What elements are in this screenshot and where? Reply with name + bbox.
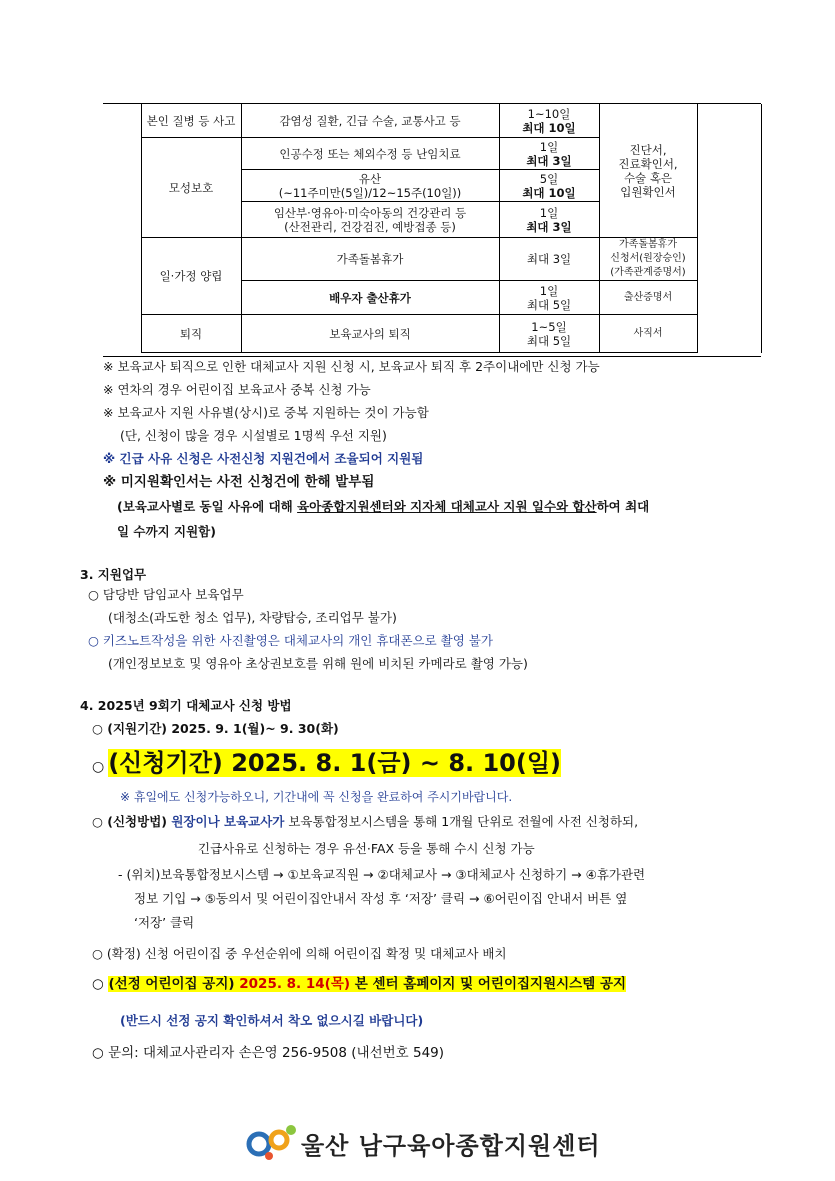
section-4-title: 4. 2025년 9회기 대체교사 신청 방법 xyxy=(80,698,292,713)
table-row xyxy=(103,238,761,281)
days-cell: 1일 최대 3일 xyxy=(499,138,599,170)
reason-cell: 배우자 출산휴가 xyxy=(241,281,499,315)
selection-notice: ○ (선정 어린이집 공지) 2025. 8. 14(목) 본 센터 홈페이지 및 어린이집지원시스템 공지 xyxy=(92,976,627,992)
apply-method: ○ (신청방법) 원장이나 보육교사가 보육통합정보시스템을 통해 1개월 단위로 전월에 사전 신청하되, xyxy=(92,814,639,829)
note-unsupported: ※ 미지원확인서는 사전 신청건에 한해 발부됨 xyxy=(103,474,375,490)
duty-exclusions: (대청소(과도한 청소 업무), 차량탑승, 조리업무 불가) xyxy=(108,610,397,625)
duty-photo-note: (개인정보보호 및 영유아 초상권보호를 위해 원에 비치된 카메라로 촬영 가능) xyxy=(108,656,528,671)
apply-period: ○ (신청기간) 2025. 8. 1(금) ~ 8. 10(일) xyxy=(92,749,562,777)
table-row xyxy=(103,104,761,138)
apply-location-2: 정보 기입 → ⑤동의서 및 어린이집안내서 작성 후 ‘저장’ 클릭 → ⑥어린이집 안내서 버튼 옆 xyxy=(134,891,628,906)
apply-method-urgent: 긴급사유로 신청하는 경우 유선·FAX 등을 통해 수시 신청 가능 xyxy=(198,841,535,856)
duty-photo: ○ 키즈노트작성을 위한 사진촬영은 대체교사의 개인 휴대폰으로 촬영 불가 xyxy=(88,633,493,648)
days-cell: 1일 최대 3일 xyxy=(499,202,599,238)
reason-cell: 감염성 질환, 긴급 수술, 교통사고 등 xyxy=(241,104,499,138)
apply-location-3: ‘저장’ 클릭 xyxy=(134,915,195,930)
reason-cell: 인공수정 또는 체외수정 등 난임치료 xyxy=(241,138,499,170)
docs-cell: 사직서 xyxy=(599,315,697,353)
center-logo-icon xyxy=(245,1120,299,1164)
days-cell: 1~5일 최대 5일 xyxy=(499,315,599,353)
contact-line: ○ 문의: 대체교사관리자 손은영 256-9508 (내선번호 549) xyxy=(92,1045,445,1061)
reason-cell: 임산부·영유아·미숙아동의 건강관리 등 (산전관리, 건강검진, 예방접종 등) xyxy=(241,202,499,238)
note-priority: (단, 신청이 많을 경우 시설별로 1명씩 우선 지원) xyxy=(120,428,387,443)
days-cell: 5일 최대 10일 xyxy=(499,170,599,202)
apply-location-1: - (위치)보육통합정보시스템 → ①보육교직원 → ②대체교사 → ③대체교사 신청하기 → ④휴가관련 xyxy=(118,867,646,882)
leave-reason-table xyxy=(103,103,762,353)
category-cell: 일·가정 양립 xyxy=(141,238,241,315)
category-cell: 퇴직 xyxy=(141,315,241,353)
note-retire: ※ 보육교사 퇴직으로 인한 대체교사 지원 신청 시, 보육교사 퇴직 후 2주이내에만 신청 가능 xyxy=(103,359,600,374)
duty-main: ○ 담당반 담임교사 보육업무 xyxy=(88,587,244,602)
days-cell: 1~10일 최대 10일 xyxy=(499,104,599,138)
reason-cell: 유산 (~11주미만(5일)/12~15주(10일)) xyxy=(241,170,499,202)
table-row xyxy=(103,315,761,353)
section-3-title: 3. 지원업무 xyxy=(80,567,147,582)
note-duplicate: ※ 보육교사 지원 사유별(상시)로 중복 지원하는 것이 가능함 xyxy=(103,405,429,420)
support-period: ○ (지원기간) 2025. 9. 1(월)~ 9. 30(화) xyxy=(92,721,339,736)
days-cell: 최대 3일 xyxy=(499,238,599,281)
holiday-note: ※ 휴일에도 신청가능하오니, 기간내에 꼭 신청을 완료하여 주시기바랍니다. xyxy=(120,790,513,804)
confirm-line: ○ (확정) 신청 어린이집 중 우선순위에 의해 어린이집 확정 및 대체교사 배치 xyxy=(92,946,507,961)
center-logo-text: 울산 남구육아종합지원센터 xyxy=(301,1132,601,1160)
docs-cell: 진단서, 진료확인서, 수술 혹은 입원확인서 xyxy=(599,104,697,238)
reason-cell: 가족돌봄휴가 xyxy=(241,238,499,281)
category-cell: 모성보호 xyxy=(141,138,241,238)
note-combined: (보육교사별로 동일 사유에 대해 육아종합지원센터와 지자체 대체교사 지원 일수와 합산하여 최대 xyxy=(117,499,650,514)
note-urgent: ※ 긴급 사유 신청은 사전신청 지원건에서 조율되어 지원됨 xyxy=(103,451,424,466)
note-combined-cont: 일 수까지 지원함) xyxy=(117,524,216,539)
table-bottom-rule xyxy=(103,356,761,357)
docs-cell: 가족돌봄휴가 신청서(원장승인) (가족관계증명서) xyxy=(599,238,697,281)
category-cell: 본인 질병 등 사고 xyxy=(141,104,241,138)
docs-cell: 출산증명서 xyxy=(599,281,697,315)
reason-cell: 보육교사의 퇴직 xyxy=(241,315,499,353)
selection-notice-sub: (반드시 선정 공지 확인하셔서 착오 없으시길 바랍니다) xyxy=(120,1013,424,1028)
note-annual: ※ 연차의 경우 어린이집 보육교사 중복 신청 가능 xyxy=(103,382,371,397)
days-cell: 1일 최대 5일 xyxy=(499,281,599,315)
center-logo xyxy=(245,1120,605,1164)
